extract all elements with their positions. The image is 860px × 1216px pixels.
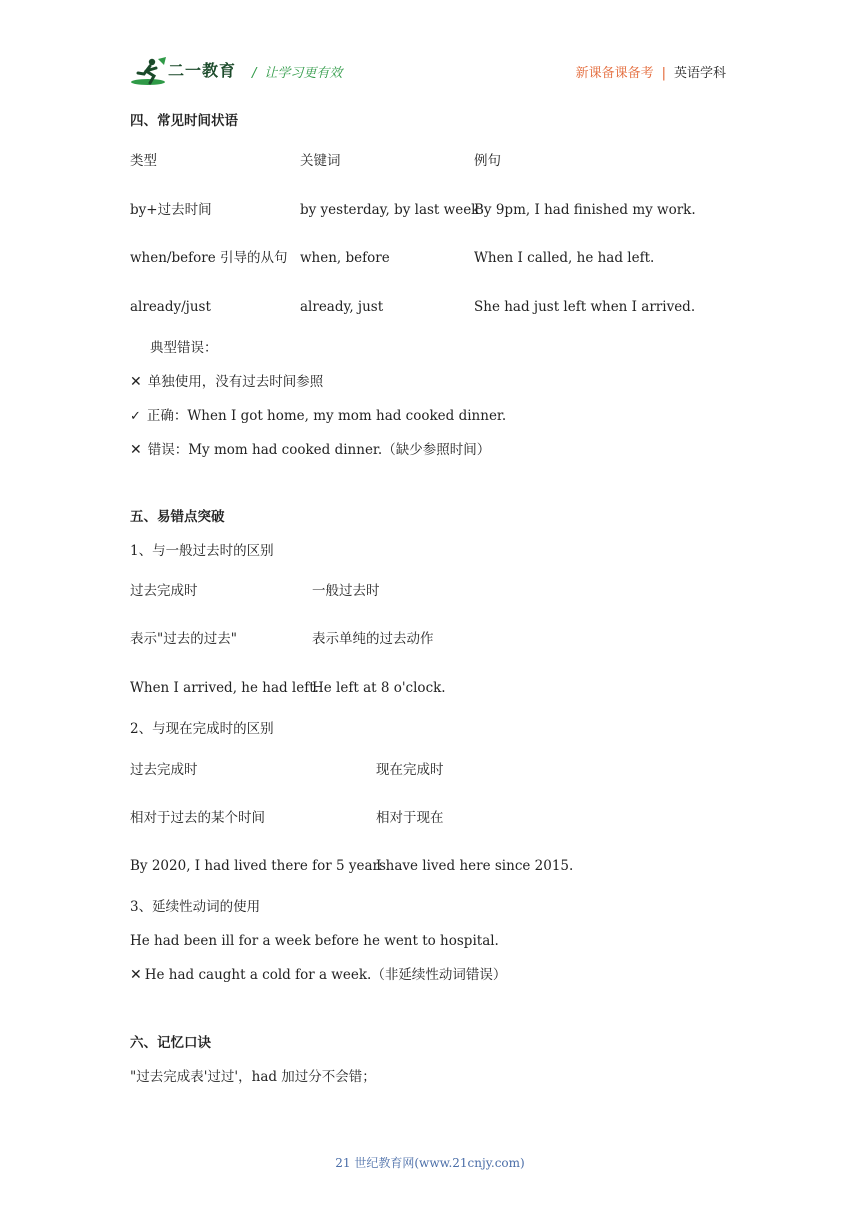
correct-text: 正确：When I got home, my mom had cooked dinner. (146, 408, 507, 424)
tag-subject: 英语学科 (673, 66, 726, 81)
tag-course: 新课备课备考 (575, 66, 654, 81)
table-cell: By 2020, I had lived there for 5 years. (130, 858, 391, 874)
section-5-title: 五、易错点突破 (130, 509, 225, 525)
cross-icon: ✕ (130, 967, 142, 983)
error-item (130, 441, 490, 459)
table-cell: 一般过去时 (312, 583, 380, 599)
subsection-3-title: 3、延续性动词的使用 (130, 899, 261, 915)
table-cell: already/just (130, 299, 211, 315)
check-icon: ✓ (130, 409, 141, 424)
error-text: He had caught a cold for a week.（非延续性动词错误） (144, 967, 507, 983)
table-header-type: 类型 (130, 153, 157, 169)
header-divider: | (661, 66, 666, 81)
table-cell: When I called, he had left. (474, 250, 655, 266)
table-cell: He left at 8 o'clock. (312, 680, 446, 696)
section-6-title: 六、记忆口诀 (130, 1035, 211, 1051)
error-text: 单独使用，没有过去时间参照 (147, 374, 324, 390)
table-cell: 过去完成时 (130, 762, 198, 778)
table-cell: 现在完成时 (376, 762, 444, 778)
table-cell: by+过去时间 (130, 202, 212, 218)
table-cell: I have lived here since 2015. (376, 858, 574, 874)
correct-item (130, 407, 506, 426)
table-cell: By 9pm, I had finished my work. (474, 202, 696, 218)
table-cell: 表示单纯的过去动作 (312, 631, 434, 647)
typical-errors-title: 典型错误： (150, 340, 218, 356)
table-cell: by yesterday, by last week (300, 202, 480, 218)
table-cell: 相对于过去的某个时间 (130, 810, 265, 826)
cross-icon: ✕ (130, 374, 142, 390)
slogan-text: 让学习更有效 (264, 66, 343, 81)
table-cell: already, just (300, 299, 384, 315)
section-4-title: 四、常见时间状语 (130, 113, 238, 129)
table-cell: 表示"过去的过去" (130, 631, 237, 647)
table-cell: when/before 引导的从句 (130, 250, 288, 266)
table-cell: She had just left when I arrived. (474, 299, 696, 315)
table-cell: 相对于现在 (376, 810, 444, 826)
page-footer: 21 世纪教育网(www.21cnjy.com) (335, 1156, 525, 1170)
table-cell: 过去完成时 (130, 583, 198, 599)
subsection-1-title: 1、与一般过去时的区别 (130, 543, 274, 559)
brand-name: 二一教育 (168, 61, 237, 80)
error-item (130, 373, 323, 391)
table-cell: When I arrived, he had left. (130, 680, 319, 696)
error-text: 错误：My mom had cooked dinner.（缺少参照时间） (147, 442, 491, 458)
table-header-example: 例句 (474, 153, 501, 169)
subsection-2-title: 2、与现在完成时的区别 (130, 721, 274, 737)
table-header-keyword: 关键词 (300, 153, 341, 169)
slogan: / 让学习更有效 (252, 66, 343, 81)
error-item (130, 966, 506, 984)
page-header (130, 52, 726, 92)
cross-icon: ✕ (130, 442, 142, 458)
table-cell: when, before (300, 250, 390, 266)
mnemonic-line: "过去完成表'过过'，had 加过分不会错； (130, 1069, 376, 1085)
header-tags (576, 62, 726, 81)
continuous-verb-example: He had been ill for a week before he went to hospital. (130, 933, 499, 949)
